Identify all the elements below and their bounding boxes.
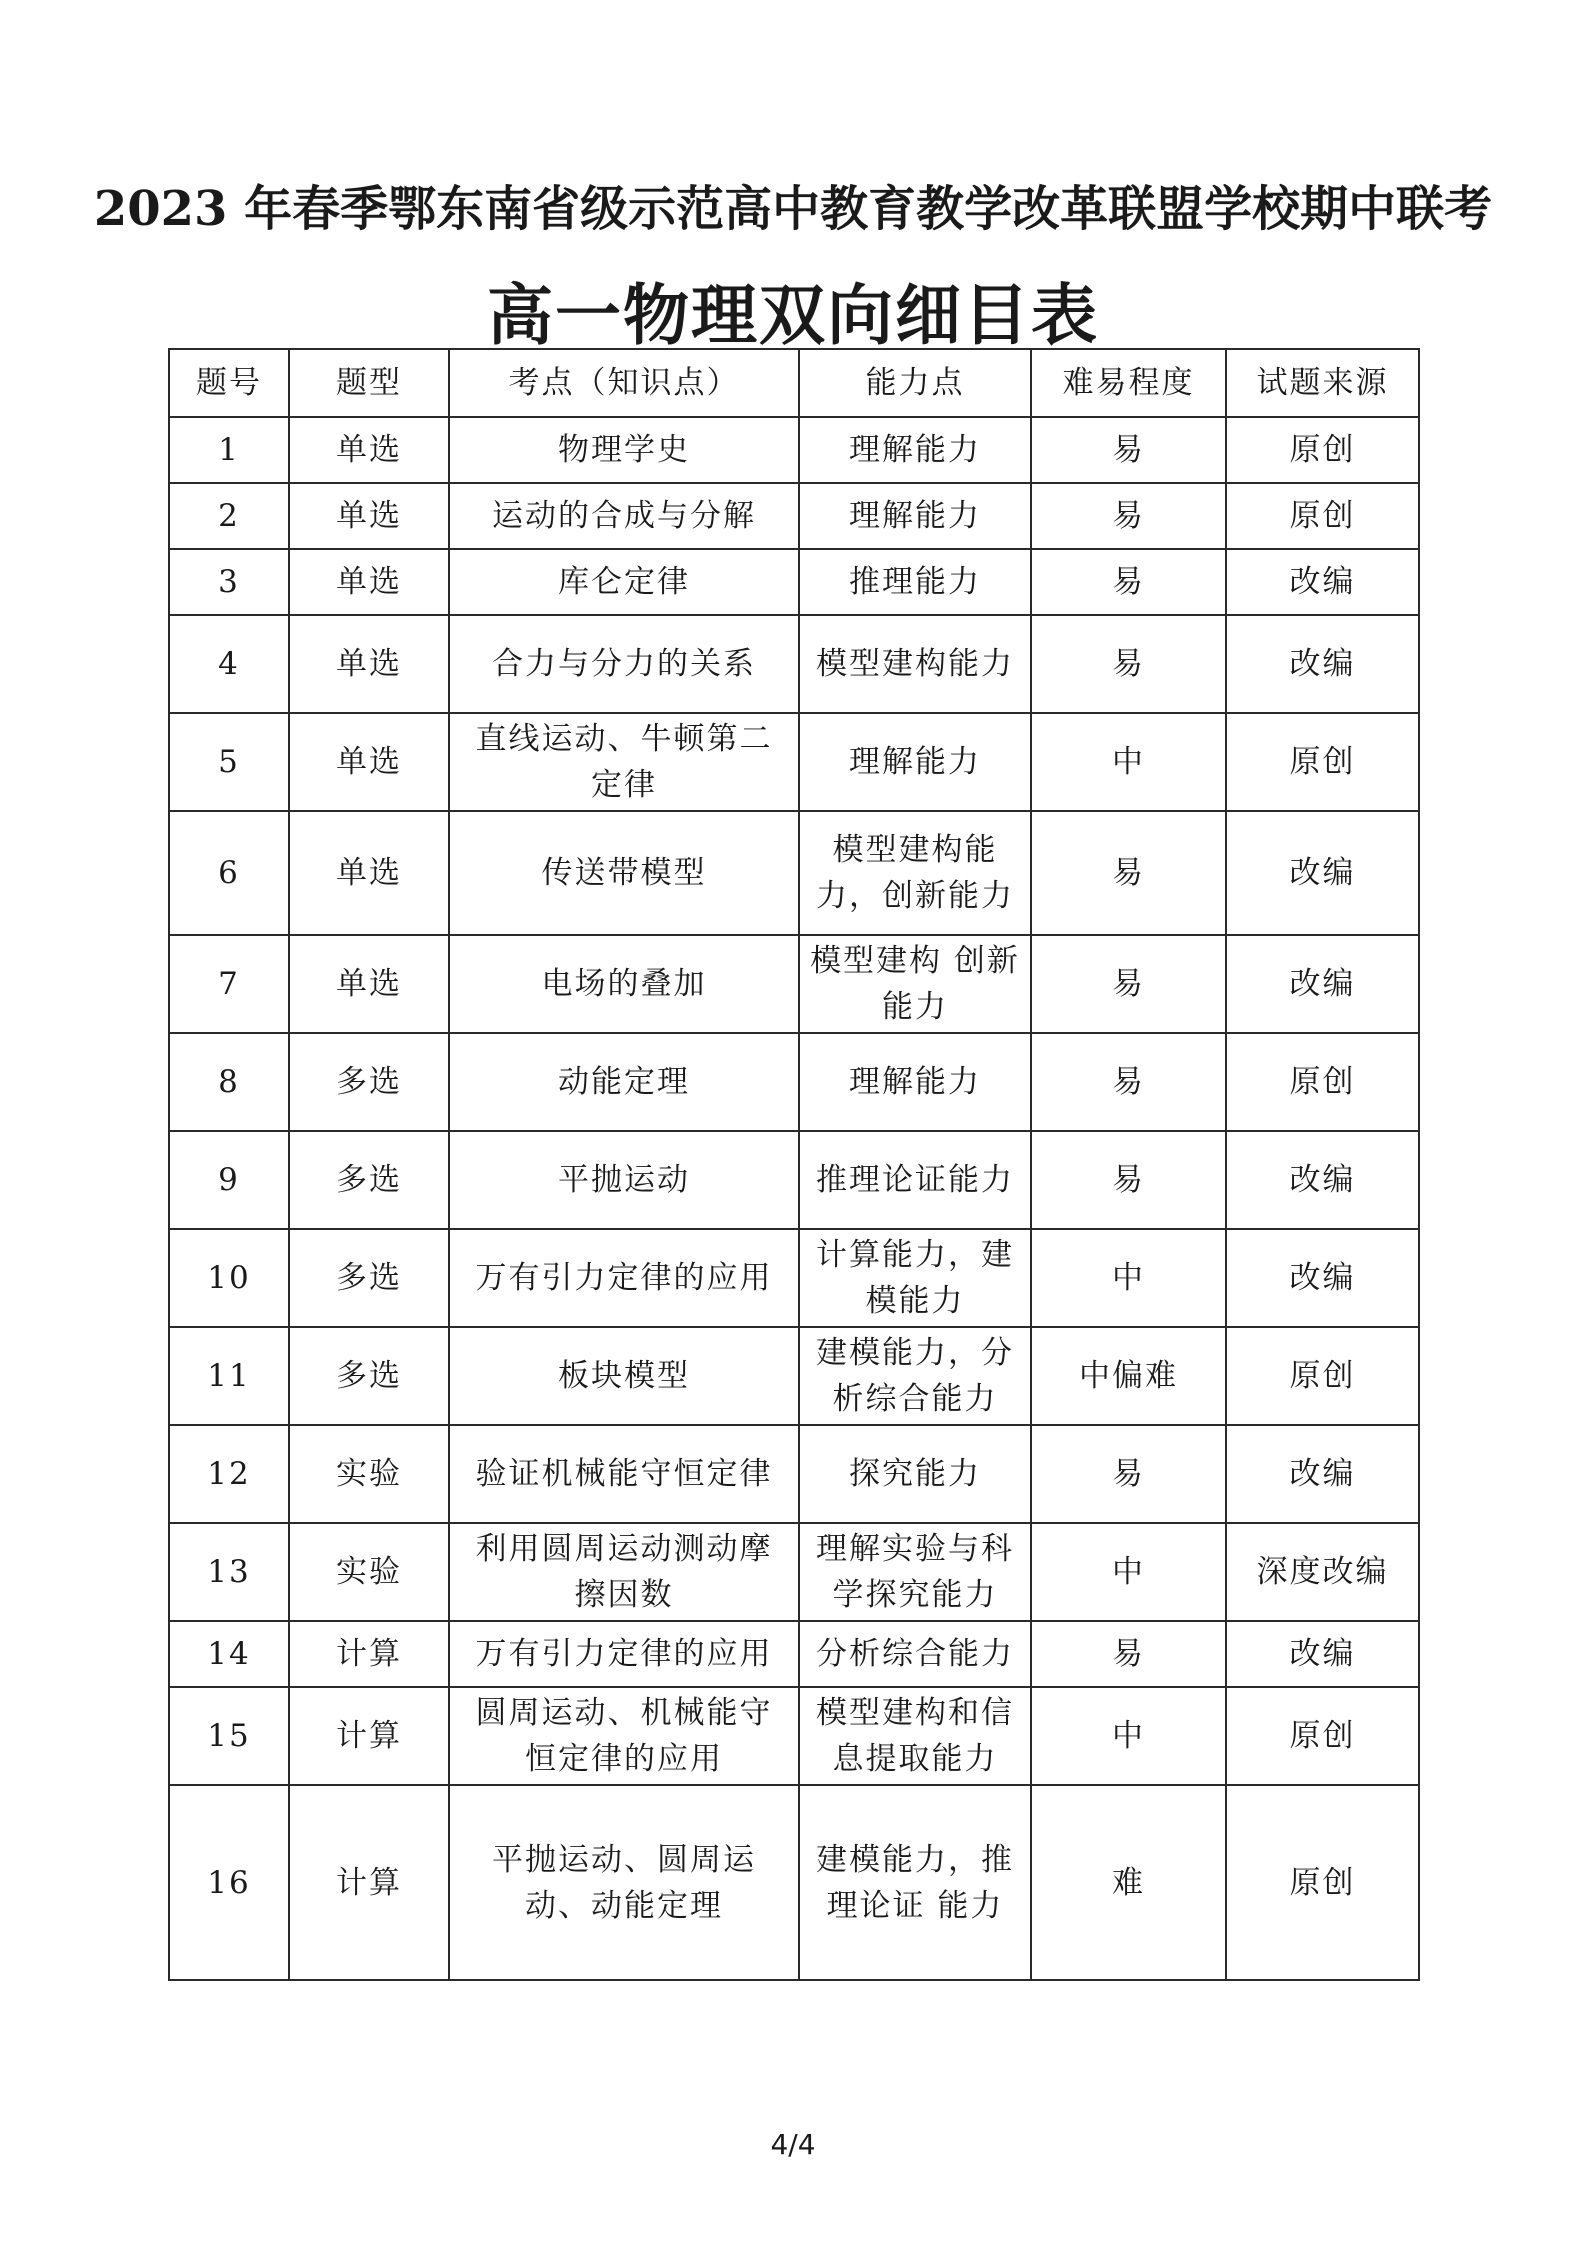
cell-difficulty: 易: [1031, 615, 1226, 713]
cell-ability: 理解能力: [799, 483, 1031, 549]
cell-ability: 计算能力，建模能力: [799, 1229, 1031, 1327]
cell-difficulty: 中: [1031, 713, 1226, 811]
cell-source: 原创: [1226, 1327, 1419, 1425]
table-row: [169, 1687, 1419, 1785]
cell-question-type: 实验: [289, 1425, 449, 1523]
header-ability: 能力点: [799, 349, 1031, 417]
table-row: [169, 1131, 1419, 1229]
cell-ability: 探究能力: [799, 1425, 1031, 1523]
cell-question-number: 7: [169, 935, 289, 1033]
cell-knowledge-point: 电场的叠加: [449, 935, 799, 1033]
cell-knowledge-point: 直线运动、牛顿第二定律: [449, 713, 799, 811]
header-knowledge-point: 考点（知识点）: [449, 349, 799, 417]
header-source: 试题来源: [1226, 349, 1419, 417]
cell-knowledge-point: 物理学史: [449, 417, 799, 483]
table-header-row: [169, 349, 1419, 417]
cell-ability: 模型建构能力: [799, 615, 1031, 713]
cell-question-type: 多选: [289, 1327, 449, 1425]
table-body: [169, 417, 1419, 1980]
cell-question-number: 4: [169, 615, 289, 713]
cell-source: 改编: [1226, 1621, 1419, 1687]
cell-source: 改编: [1226, 1425, 1419, 1523]
table-row: [169, 1327, 1419, 1425]
cell-knowledge-point: 平抛运动: [449, 1131, 799, 1229]
cell-knowledge-point: 板块模型: [449, 1327, 799, 1425]
cell-ability: 理解能力: [799, 1033, 1031, 1131]
cell-ability: 理解能力: [799, 417, 1031, 483]
cell-source: 原创: [1226, 713, 1419, 811]
table-row: [169, 1229, 1419, 1327]
cell-ability: 模型建构和信息提取能力: [799, 1687, 1031, 1785]
cell-question-type: 实验: [289, 1523, 449, 1621]
cell-difficulty: 易: [1031, 935, 1226, 1033]
cell-knowledge-point: 库仑定律: [449, 549, 799, 615]
cell-ability: 理解实验与科学探究能力: [799, 1523, 1031, 1621]
cell-source: 原创: [1226, 1687, 1419, 1785]
cell-ability: 模型建构 创新能力: [799, 935, 1031, 1033]
cell-question-type: 多选: [289, 1033, 449, 1131]
cell-source: 改编: [1226, 935, 1419, 1033]
cell-question-number: 5: [169, 713, 289, 811]
cell-ability: 理解能力: [799, 713, 1031, 811]
cell-question-number: 16: [169, 1785, 289, 1980]
cell-knowledge-point: 万有引力定律的应用: [449, 1229, 799, 1327]
cell-knowledge-point: 万有引力定律的应用: [449, 1621, 799, 1687]
header-difficulty: 难易程度: [1031, 349, 1226, 417]
table-row: [169, 935, 1419, 1033]
cell-difficulty: 易: [1031, 483, 1226, 549]
cell-question-type: 单选: [289, 549, 449, 615]
table-row: [169, 549, 1419, 615]
table-row: [169, 1523, 1419, 1621]
cell-question-type: 计算: [289, 1785, 449, 1980]
cell-question-number: 3: [169, 549, 289, 615]
cell-difficulty: 易: [1031, 417, 1226, 483]
cell-difficulty: 中: [1031, 1523, 1226, 1621]
table-row: [169, 713, 1419, 811]
cell-ability: 模型建构能力，创新能力: [799, 811, 1031, 935]
cell-difficulty: 易: [1031, 1131, 1226, 1229]
cell-difficulty: 易: [1031, 811, 1226, 935]
cell-source: 深度改编: [1226, 1523, 1419, 1621]
table-row: [169, 1621, 1419, 1687]
cell-question-type: 多选: [289, 1131, 449, 1229]
header-question-number: 题号: [169, 349, 289, 417]
cell-question-type: 单选: [289, 483, 449, 549]
cell-question-number: 6: [169, 811, 289, 935]
cell-source: 原创: [1226, 1785, 1419, 1980]
cell-question-type: 计算: [289, 1621, 449, 1687]
cell-question-type: 单选: [289, 811, 449, 935]
document-subtitle: 高一物理双向细目表: [487, 276, 1099, 354]
cell-difficulty: 易: [1031, 1621, 1226, 1687]
cell-knowledge-point: 利用圆周运动测动摩擦因数: [449, 1523, 799, 1621]
cell-ability: 建模能力，分析综合能力: [799, 1327, 1031, 1425]
cell-ability: 分析综合能力: [799, 1621, 1031, 1687]
cell-ability: 建模能力，推理论证 能力: [799, 1785, 1031, 1980]
table-row: [169, 1785, 1419, 1980]
cell-knowledge-point: 传送带模型: [449, 811, 799, 935]
cell-question-number: 14: [169, 1621, 289, 1687]
cell-source: 改编: [1226, 615, 1419, 713]
cell-difficulty: 易: [1031, 1033, 1226, 1131]
cell-source: 原创: [1226, 483, 1419, 549]
cell-knowledge-point: 验证机械能守恒定律: [449, 1425, 799, 1523]
cell-question-number: 2: [169, 483, 289, 549]
cell-question-number: 8: [169, 1033, 289, 1131]
cell-ability: 推理能力: [799, 549, 1031, 615]
table-row: [169, 1425, 1419, 1523]
page-number: 4/4: [770, 2128, 816, 2161]
cell-question-number: 10: [169, 1229, 289, 1327]
cell-knowledge-point: 合力与分力的关系: [449, 615, 799, 713]
cell-question-number: 1: [169, 417, 289, 483]
cell-knowledge-point: 动能定理: [449, 1033, 799, 1131]
cell-question-type: 计算: [289, 1687, 449, 1785]
cell-difficulty: 易: [1031, 1425, 1226, 1523]
cell-question-number: 11: [169, 1327, 289, 1425]
cell-ability: 推理论证能力: [799, 1131, 1031, 1229]
table-row: [169, 483, 1419, 549]
cell-source: 改编: [1226, 1229, 1419, 1327]
cell-question-type: 单选: [289, 615, 449, 713]
cell-question-type: 多选: [289, 1229, 449, 1327]
cell-knowledge-point: 运动的合成与分解: [449, 483, 799, 549]
cell-question-number: 12: [169, 1425, 289, 1523]
cell-question-number: 9: [169, 1131, 289, 1229]
cell-source: 原创: [1226, 1033, 1419, 1131]
table-row: [169, 417, 1419, 483]
cell-source: 改编: [1226, 1131, 1419, 1229]
cell-difficulty: 中: [1031, 1687, 1226, 1785]
cell-question-number: 13: [169, 1523, 289, 1621]
cell-difficulty: 易: [1031, 549, 1226, 615]
cell-knowledge-point: 圆周运动、机械能守恒定律的应用: [449, 1687, 799, 1785]
table-row: [169, 811, 1419, 935]
document-title: 2023 年春季鄂东南省级示范高中教育教学改革联盟学校期中联考: [93, 181, 1493, 237]
specification-table: [168, 348, 1420, 1981]
cell-source: 改编: [1226, 549, 1419, 615]
table-row: [169, 615, 1419, 713]
cell-source: 改编: [1226, 811, 1419, 935]
header-question-type: 题型: [289, 349, 449, 417]
cell-knowledge-point: 平抛运动、圆周运动、动能定理: [449, 1785, 799, 1980]
cell-difficulty: 难: [1031, 1785, 1226, 1980]
cell-source: 原创: [1226, 417, 1419, 483]
cell-question-type: 单选: [289, 713, 449, 811]
cell-difficulty: 中偏难: [1031, 1327, 1226, 1425]
cell-difficulty: 中: [1031, 1229, 1226, 1327]
cell-question-number: 15: [169, 1687, 289, 1785]
cell-question-type: 单选: [289, 417, 449, 483]
table-row: [169, 1033, 1419, 1131]
cell-question-type: 单选: [289, 935, 449, 1033]
